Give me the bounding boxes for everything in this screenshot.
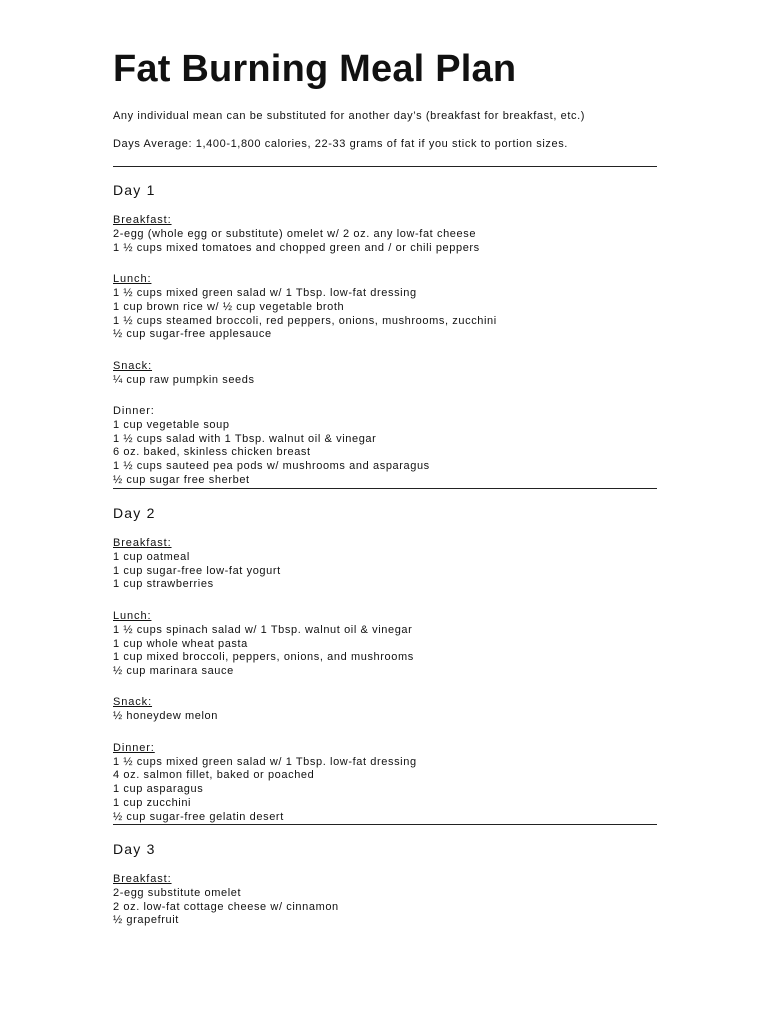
meal-item: 2 oz. low-fat cottage cheese w/ cinnamon: [113, 900, 339, 913]
meal-label: Breakfast:: [113, 214, 172, 226]
meal-item: ¼ cup raw pumpkin seeds: [113, 373, 255, 386]
meal-item: 1 cup asparagus: [113, 783, 204, 796]
meal-item: 1 cup whole wheat pasta: [113, 637, 248, 650]
meal-label: Lunch:: [113, 273, 152, 286]
meal-item: ½ cup marinara sauce: [113, 664, 234, 677]
meal-label: Breakfast:: [113, 873, 172, 885]
day-title: Day 2: [113, 505, 156, 521]
meal-item: 4 oz. salmon fillet, baked or poached: [113, 769, 315, 782]
intro-substitution-note: Any individual mean can be substituted for another day’s (breakfast for breakfast, etc.): [113, 110, 586, 122]
meal-item: 1 cup zucchini: [113, 796, 192, 809]
meal-item: 1 ½ cups spinach salad w/ 1 Tbsp. walnut oil & vinegar: [113, 623, 413, 636]
meal-block: [113, 533, 417, 592]
meal-block: [113, 738, 417, 825]
meal-item: 1 ½ cups salad with 1 Tbsp. walnut oil & vinegar: [113, 432, 377, 445]
meal-item: ½ cup sugar free sherbet: [113, 473, 250, 486]
meal-block: [113, 606, 417, 679]
meal-item: 2-egg substitute omelet: [113, 887, 242, 899]
meal-label: Dinner:: [113, 404, 155, 417]
day-section: [113, 840, 339, 942]
meal-item: 6 oz. baked, skinless chicken breast: [113, 446, 311, 459]
meal-item: 2-egg (whole egg or substitute) omelet w/ 2 oz. any low-fat cheese: [113, 228, 477, 240]
meal-item: 1 cup strawberries: [113, 578, 214, 591]
section-divider: [113, 824, 657, 825]
meal-label: Dinner:: [113, 741, 155, 754]
meal-list: [113, 210, 497, 488]
meal-label: Snack:: [113, 696, 153, 709]
meal-item: 1 cup mixed broccoli, peppers, onions, and mushrooms: [113, 651, 414, 664]
meal-list: [113, 869, 339, 928]
meal-item: 1 ½ cups mixed green salad w/ 1 Tbsp. low-fat dressing: [113, 755, 417, 768]
meal-block: [113, 401, 497, 488]
meal-item: 1 cup sugar-free low-fat yogurt: [113, 564, 281, 577]
meal-block: [113, 356, 497, 388]
meal-item: 1 ½ cups steamed broccoli, red peppers, onions, mushrooms, zucchini: [113, 314, 497, 327]
day-section: [113, 504, 417, 838]
meal-label: Lunch:: [113, 609, 152, 622]
meal-item: ½ cup sugar-free applesauce: [113, 328, 272, 341]
section-divider: [113, 166, 657, 167]
section-divider: [113, 488, 657, 489]
meal-item: 1 cup vegetable soup: [113, 418, 230, 431]
meal-block: [113, 269, 497, 342]
meal-label: Snack:: [113, 359, 153, 372]
meal-item: ½ honeydew melon: [113, 710, 218, 723]
intro-calorie-average: Days Average: 1,400-1,800 calories, 22-33 grams of fat if you stick to portion sizes.: [113, 138, 568, 150]
day-title: Day 1: [113, 182, 156, 198]
meal-item: ½ grapefruit: [113, 914, 179, 927]
meal-item: 1 ½ cups mixed green salad w/ 1 Tbsp. low-fat dressing: [113, 287, 417, 300]
meal-item: 1 ½ cups sauteed pea pods w/ mushrooms and asparagus: [113, 460, 430, 473]
meal-list: [113, 533, 417, 824]
day-title: Day 3: [113, 841, 156, 857]
meal-block: [113, 692, 417, 724]
day-section: [113, 181, 497, 501]
meal-item: 1 cup oatmeal: [113, 551, 190, 563]
meal-label: Breakfast:: [113, 537, 172, 549]
meal-item: ½ cup sugar-free gelatin desert: [113, 810, 284, 823]
meal-item: 1 ½ cups mixed tomatoes and chopped green and / or chili peppers: [113, 241, 480, 254]
meal-block: [113, 869, 339, 928]
meal-block: [113, 210, 497, 255]
page-title: Fat Burning Meal Plan: [113, 48, 517, 90]
meal-item: 1 cup brown rice w/ ½ cup vegetable broth: [113, 300, 345, 313]
